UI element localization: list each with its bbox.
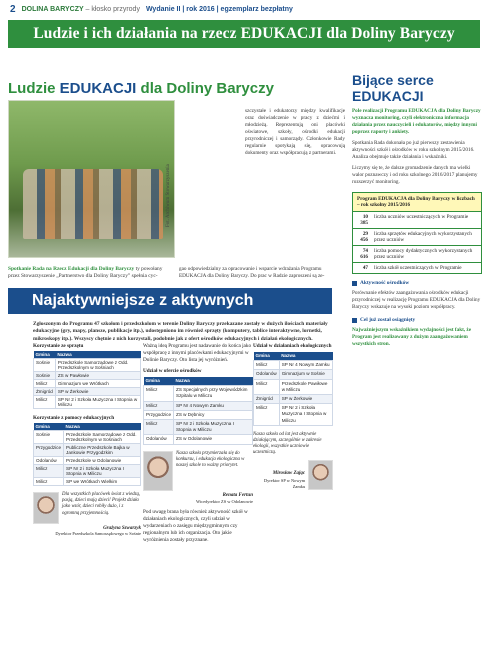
table-row (254, 379, 333, 394)
table-row (34, 388, 141, 396)
cell: SP Nr 4 Nowym Zamku (279, 361, 332, 370)
cell: Milicz (254, 379, 280, 394)
cell: Sośnie (34, 372, 56, 380)
stats-title: Program EDUKACJA dla Doliny Baryczy w liczbach – rok szkolny 2015/2016 (353, 193, 481, 211)
sidebar-subheading: Aktywność ośrodków (352, 280, 482, 286)
centers-table (143, 377, 253, 445)
table-equipment (33, 343, 141, 409)
cell: ZS w Pawłowie (55, 372, 140, 380)
cell: Przygodzice (144, 410, 174, 419)
col-header: Gmina (254, 352, 280, 361)
table-title: Korzystanie ze sprzętu (33, 343, 84, 349)
quote-role: Wicedyrektor ZS w Odolanowie (195, 499, 253, 505)
table-title: Udział w działaniach ekologicznych (253, 343, 332, 349)
cell: Milicz (144, 386, 174, 401)
mid-text: Ważną ideą Programu jest nadawanie do końca jako współpracę z innymi placówkami edukacyjnymi w Dolinie Baryczy. Oto lista jej wyróżnień. (143, 343, 252, 364)
table-row (144, 401, 253, 410)
table-row (34, 372, 141, 380)
cell: Gimnazjum we Wrótkach (55, 380, 140, 388)
table-teaching-aids (33, 415, 141, 486)
col-header: Nazwa (64, 423, 141, 431)
photo-caption: Spotkanie Rada na Rzecz Edukacji dla Doliny Baryczy ty powołany przez Stowarzyszenie „Partnerstwo dla Doliny Baryczy” spełnia cyc- (8, 266, 163, 280)
quote-1 (33, 492, 141, 524)
sidebar-title: Bijące serce EDUKACJI (352, 72, 434, 105)
cell: SP Nr 2 i Szkoła Muzyczna I Stopnia w Miliczu (279, 404, 332, 426)
group-photo (8, 100, 175, 258)
table-eco (253, 343, 333, 426)
cell: SP Nr 2 i Szkoła Muzyczna I Stopnia w Miliczu (174, 420, 253, 435)
quote-author: Renata Fertun (222, 492, 253, 498)
cell: SP Nr 2 i Szkoła Muzyczna I Stopnia w Miliczu (64, 465, 141, 478)
table-title: Korzystanie z pomocy edukacyjnych (33, 415, 115, 421)
portrait-photo (33, 492, 59, 524)
col-header: Gmina (144, 377, 174, 386)
cell: ZS Specjalnych przy Wojewódzkim Szpitalu w Miliczu (174, 386, 253, 401)
table-row (144, 410, 253, 419)
stat-label: liczba uczniów uczestniczących w Programie (374, 214, 469, 221)
sidebar-lead: Pole realizacji Programu EDUKACJA dla Doliny Baryczy wyznacza monitoring, czyli elektroniczna informacja działania przez nauczycieli i edukatorów, między innymi poprzez raporty i ankiety. (352, 108, 481, 136)
col-header: Nazwa (279, 352, 332, 361)
cell: Odolanów (254, 370, 280, 379)
table-row (254, 404, 333, 426)
col-header: Nazwa (174, 377, 253, 386)
cell: Gimnazjum w Sośnie (279, 370, 332, 379)
cell: ZS w Dębnicy (174, 410, 253, 419)
cell: Przygodzice (34, 444, 64, 457)
table-row (34, 457, 141, 465)
stat-row (353, 228, 481, 245)
cell: SP w Żerkowie (279, 394, 332, 403)
cell: Publiczne Przedszkole Bajka w Jankowie Przygodzkim (64, 444, 141, 457)
publication-name: DOLINA BARYCZY – kłosko przyrody (21, 5, 140, 13)
tables-column (33, 343, 141, 536)
stat-row (353, 245, 481, 262)
cell: Sośnie (34, 359, 56, 372)
section-1 (8, 52, 345, 280)
right-mid-column (253, 343, 333, 490)
quote-role: Dyrektor Przedszkola Samorządowego w Sośnie (55, 531, 141, 536)
quote-text: Dla wszystkich placówek świat z wiedzą, pasją, dzieci mają dzieci! Projekt działa jako wzór, dzieci robiły dużo, i z ogromną przyjemnością. (62, 492, 141, 516)
cell: SP we Wrótkach Wielkim (64, 478, 141, 486)
quote-author: Mirosław Zając (272, 471, 306, 477)
table-row (144, 420, 253, 435)
page-number: 2 (10, 3, 16, 15)
quote-2 (143, 451, 253, 491)
table-row (254, 370, 333, 379)
stat-label: liczba pomocy dydaktycznych wykorzystanych przez uczniów (374, 248, 473, 261)
stat-number: 47 (362, 265, 368, 272)
stat-row (353, 262, 481, 273)
eco-table (253, 352, 333, 426)
table-row (144, 386, 253, 401)
cell: Milicz (34, 465, 64, 478)
equipment-table (33, 351, 141, 409)
edition-info: Wydanie II | rok 2016 | egzemplarz bezpłatny (145, 5, 293, 13)
table-row (34, 396, 141, 409)
cell: Żmigród (34, 388, 56, 396)
square-bullet-icon (352, 281, 357, 286)
cell: Milicz (254, 361, 280, 370)
cell: Przedszkole Pawiłowe w Miliczu (279, 379, 332, 394)
section-1-title: Ludzie EDUKACJI dla Doliny Baryczy (8, 80, 274, 97)
sidebar (352, 52, 482, 652)
section-2-title: Najaktywniejsze z aktywnych (8, 288, 332, 314)
cell: Milicz (34, 380, 56, 388)
section-1-text-mid: gao odpowiedzialny za opracowanie i wsparcie wdrażania Programu EDUKACJA dla Doliny Baryczy. Do prac w Radzie zaproszeni są ze- (179, 266, 325, 280)
sidebar-paragraph: Spotkania Rada dokonała po już pierwszy zestawienia aktywności szkół i ośrodków w roku szkolnym 2015/2016. Analiza obejmuje także działania i wskaźniki. (352, 140, 475, 161)
page-header (0, 0, 488, 18)
table-row (34, 478, 141, 486)
stat-row (353, 211, 481, 228)
photo-credit: Fot. Archiwum Stowarzyszenia (166, 164, 171, 227)
cell: Milicz (34, 396, 56, 409)
main-title: Ludzie i ich działania na rzecz EDUKACJI dla Doliny Baryczy (8, 20, 480, 48)
cell: Milicz (34, 478, 64, 486)
square-bullet-icon (352, 318, 357, 323)
quote-text: Nasza szkoła od lat jest aktywnie działającym, szczególnie w zakresie ekologii, wszystkie uczniowie uczestniczą. (253, 431, 322, 456)
cell: ZS w Odolanowie (174, 435, 253, 444)
table-row (34, 359, 141, 372)
table-row (34, 465, 141, 478)
section-1-text-right: szczystałe i edukatorzy między kwalifikacje oraz doświadczenie w pracy z dziećmi i młodzieżą. Reprezentują oni placówki oświatowe, szkoły, ośrodki edukacji przyrodniczej i samorządy. Członkowie Rady regularnie spotykają się, opracowują dokumenty oraz współpracują z partnerami. (245, 108, 345, 157)
cell: SP w Żerkowie (55, 388, 140, 396)
sidebar-paragraph: Najważniejszym wskaźnikiem wydajności jest fakt, że Program jest realizowany z dużym zaangażowaniem wszystkich stron. (352, 327, 472, 348)
stat-label: liczba sprzętów edukacyjnych wykorzystanych przez uczniów (374, 231, 472, 244)
cell: Przedszkole Samorządowe z Odd. Przedszkolnym w Sośniach (64, 431, 141, 444)
table-row (34, 444, 141, 457)
stat-number: 10 385 (360, 214, 368, 227)
cell: Przedszkole w Odolanowie (64, 457, 141, 465)
table-row (34, 380, 141, 388)
section-2-intro: Zgłoszonym do Programu 47 szkołom i przedszkolom w terenie Doliny Baryczy przekazane zostały w dużych ilościach materiały edukacyjne (gry, mapy, plansze, publikacje itp.), udostępniono im również sprzęty (komputery, tablice interaktywne, lornetki, mikroskopy itp.). Wszyscy chętnie z nich korzystali, podobnie jak z ofert ośrodków edukacyjnych i działań ekologicznych. (33, 321, 328, 342)
cell: Przedszkole Samorządowe z Odd. Przedszkolnym w Sośniach (55, 359, 140, 372)
table-title: Udział w ofercie ośrodków (143, 368, 202, 375)
portrait-photo (143, 451, 173, 491)
col-header: Gmina (34, 423, 64, 431)
cell: SP Nr 2 i Szkoła Muzyczna I Stopnia w Miliczu (55, 396, 140, 409)
stat-label: liczba szkół uczestniczących w Programie (374, 265, 462, 272)
cell: SP Nr 4 Nowym Zamku (174, 401, 253, 410)
quote-role: Dyrektor SP w Nowym Zamku (263, 477, 306, 489)
cell: Żmigród (254, 394, 280, 403)
col-header: Gmina (34, 351, 56, 359)
closing-text: Pod uwagę brana była również aktywność szkół w działaniach ekologicznych, czyli udział w wydarzeniach o zasięgu międzygminnym czy regionalnym lub ich organizacja. Oto jakie wyróżnienia zostały przyznane. (143, 509, 248, 544)
sidebar-paragraph: Porównanie efektów zaangażowania ośrodków edukacji przyrodniczej w realizację Programu EDUKACJA dla Doliny Baryczy wskazuje na wysoki poziom współpracy. (352, 290, 481, 311)
col-header: Nazwa (55, 351, 140, 359)
sidebar-subheading: Cel już został osiągnięty (352, 317, 482, 323)
cell: Milicz (144, 401, 174, 410)
table-row (144, 435, 253, 444)
cell: Milicz (254, 404, 280, 426)
cell: Odolanów (34, 457, 64, 465)
teaching-aids-table (33, 423, 141, 486)
table-row (254, 394, 333, 403)
quote-author: Grażyna Szwarzyk (103, 526, 141, 531)
stat-number: 29 456 (360, 231, 368, 244)
cell: Odolanów (144, 435, 174, 444)
stat-number: 74 616 (360, 248, 368, 261)
table-centers (143, 368, 253, 445)
table-row (254, 361, 333, 370)
cell: Milicz (144, 420, 174, 435)
middle-column (143, 343, 253, 544)
cell: Sośnie (34, 431, 64, 444)
stats-box (352, 192, 482, 274)
quote-text: Nasza szkoła przymierzała się do konkursu, i edukacja ekologiczna w naszej szkole to ważny priorytet. (176, 450, 245, 469)
table-row (34, 431, 141, 444)
portrait-photo (308, 460, 333, 490)
sidebar-paragraph: Liczymy się te, że dalsze gromadzenie danych ma wielki walor poznawczy i od roku szkolnego 2016/2017 planujemy rozszerzyć monitoring. (352, 165, 478, 186)
